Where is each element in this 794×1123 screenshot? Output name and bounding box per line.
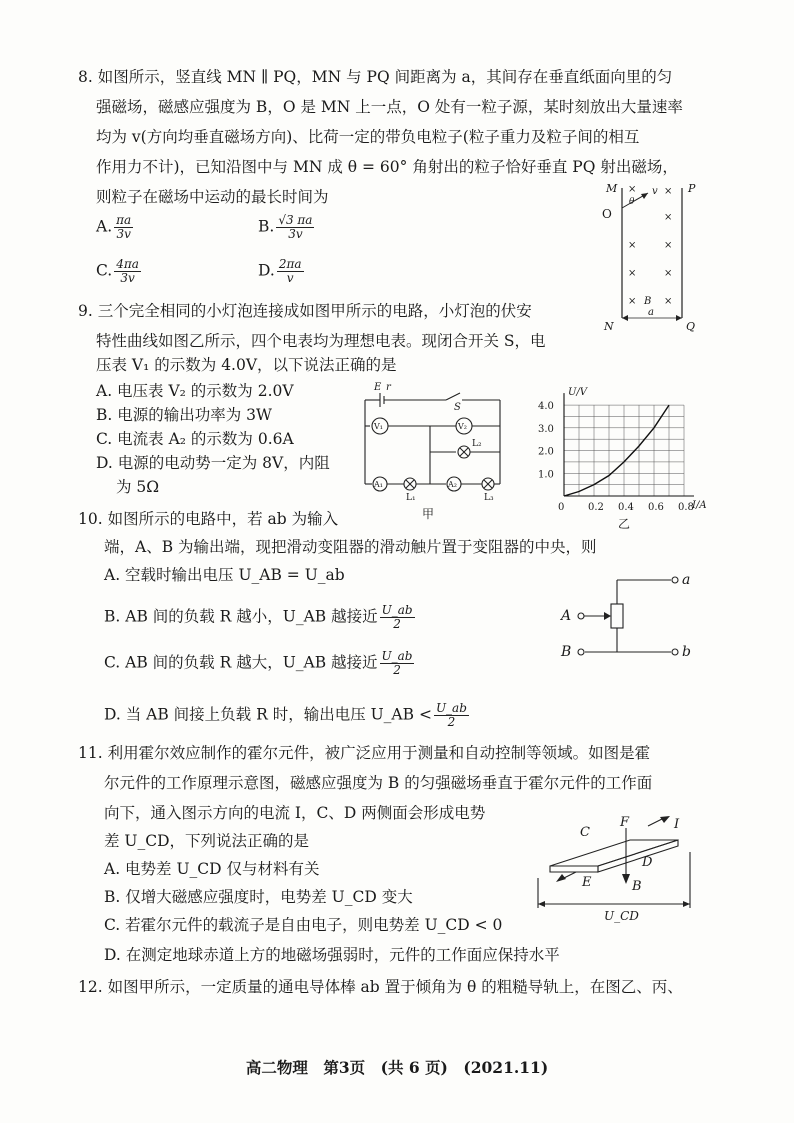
chart-y-tick: 4.0 — [538, 401, 554, 413]
q11-line-4: 差 U_CD，下列说法正确的是 — [104, 832, 310, 850]
q9-line-2: 特性曲线如图乙所示，四个电表均为理想电表。现闭合开关 S，电 — [96, 332, 546, 350]
chart-y-tick: 2.0 — [538, 446, 554, 458]
q8-line-1: 8. 如图所示，竖直线 MN ∥ PQ，MN 与 PQ 间距离为 a，其间存在垂直纸面向里的匀 — [78, 68, 673, 86]
svg-text:×: × — [628, 240, 637, 251]
q8-option-c: C. $\frac{4\pi a}{3v}$ — [96, 257, 139, 285]
svg-text:C: C — [580, 825, 590, 840]
svg-text:×: × — [664, 186, 673, 197]
chart-x-tick: 0.6 — [648, 502, 664, 513]
svg-text:×: × — [628, 296, 637, 307]
q11-line-1: 11. 利用霍尔效应制作的霍尔元件，被广泛应用于测量和自动控制等领域。如图是霍 — [78, 744, 651, 762]
svg-text:θ: θ — [629, 197, 635, 207]
svg-text:甲: 甲 — [422, 507, 435, 521]
svg-text:B: B — [644, 296, 652, 307]
chart-x-tick: 0.8 — [678, 502, 694, 513]
q9-option-d-line-1: D. 电源的电动势一定为 8V，内阻 — [96, 454, 330, 472]
svg-text:a: a — [682, 572, 691, 588]
q8-option-b: B. $\frac{√3 \pi a}{3v}$ — [258, 213, 313, 241]
svg-text:V₂: V₂ — [458, 422, 467, 431]
q11-option-c: C. 若霍尔元件的载流子是自由电子，则电势差 U_CD < 0 — [104, 916, 503, 934]
svg-text:r: r — [386, 382, 391, 393]
q11-option-b: B. 仅增大磁感应强度时，电势差 U_CD 变大 — [104, 888, 413, 906]
q9-option-a: A. 电压表 V₂ 的示数为 2.0V — [96, 382, 294, 400]
svg-text:O: O — [602, 207, 612, 221]
svg-text:×: × — [664, 240, 673, 251]
q8-line-3: 均为 v(方向均垂直磁场方向)、比荷一定的带负电粒子(粒子重力及粒子间的相互 — [96, 128, 640, 146]
q8-line-2: 强磁场，磁感应强度为 B，O 是 MN 上一点，O 处有一粒子源，某时刻放出大量速率 — [96, 98, 683, 116]
q9-circuit-diagram — [360, 380, 510, 520]
q12-line-1: 12. 如图甲所示，一定质量的通电导体棒 ab 置于倾角为 θ 的粗糙导轨上，在图乙、丙、 — [78, 978, 683, 996]
q10-line-1: 10. 如图所示的电路中，若 ab 为输入 — [78, 510, 339, 528]
svg-text:N: N — [604, 320, 614, 333]
chart-grid — [564, 405, 684, 496]
chart-y-label: U/V — [568, 387, 588, 399]
q8-option-d: D. $\frac{2\pi a}{v}$ — [258, 257, 302, 285]
q9-line-1: 9. 三个完全相同的小灯泡连接成如图甲所示的电路，小灯泡的伏安 — [78, 302, 532, 320]
chart-y-tick: 3.0 — [538, 423, 554, 435]
svg-text:b: b — [682, 644, 691, 660]
svg-text:Q: Q — [686, 320, 696, 333]
q11-option-d: D. 在测定地球赤道上方的地磁场强弱时，元件的工作面应保持水平 — [104, 946, 560, 964]
chart-x-tick: 0 — [558, 502, 565, 513]
svg-text:B: B — [561, 644, 572, 660]
q10-line-2: 端，A、B 为输出端，现把滑动变阻器的滑动触片置于变阻器的中央，则 — [104, 538, 597, 556]
svg-text:×: × — [664, 212, 673, 223]
q11-line-2: 尔元件的工作原理示意图，磁感应强度为 B 的匀强磁场垂直于霍尔元件的工作面 — [104, 774, 653, 792]
q10-divider-circuit-figure — [555, 568, 695, 668]
svg-text:E: E — [582, 875, 592, 890]
q9-option-d-line-2: 为 5Ω — [116, 478, 160, 496]
q9-option-c: C. 电流表 A₂ 的示数为 0.6A — [96, 430, 294, 448]
svg-text:×: × — [628, 268, 637, 279]
svg-text:D: D — [642, 855, 653, 870]
svg-text:P: P — [688, 182, 696, 195]
q11-option-a: A. 电势差 U_CD 仅与材料有关 — [104, 860, 320, 878]
svg-text:F: F — [620, 815, 630, 830]
q10-option-a: A. 空载时输出电压 U_AB = U_ab — [104, 566, 345, 584]
chart-x-tick: 0.2 — [588, 502, 604, 513]
q10-option-b: B. AB 间的负载 R 越小，U_AB 越接近 $\frac{U\_ab}{2}$ — [104, 603, 413, 631]
svg-text:v: v — [652, 186, 658, 197]
chart-y-tick: 1.0 — [538, 469, 554, 481]
svg-text:I: I — [674, 817, 680, 832]
chart-x-label: I/A — [692, 500, 707, 511]
q8-line-5: 则粒子在磁场中运动的最长时间为 — [96, 188, 329, 206]
svg-text:S: S — [454, 402, 461, 413]
svg-text:×: × — [628, 184, 637, 195]
svg-text:A₂: A₂ — [448, 480, 457, 489]
chart-x-tick: 0.4 — [618, 502, 634, 513]
svg-text:L₃: L₃ — [484, 493, 494, 503]
q10-option-d: D. 当 AB 间接上负载 R 时，输出电压 U_AB < $\frac{U\_ab}{2}$ — [104, 701, 467, 729]
svg-text:M: M — [606, 182, 618, 195]
svg-text:A: A — [561, 608, 572, 624]
svg-text:a: a — [648, 307, 654, 318]
q11-line-3: 向下，通入图示方向的电流 I，C、D 两侧面会形成电势 — [104, 804, 486, 822]
q8-option-a: A. $\frac{\pi a}{3v}$ — [96, 213, 132, 241]
svg-text:L₁: L₁ — [406, 493, 416, 503]
svg-text:A₁: A₁ — [374, 480, 383, 489]
q9-option-b: B. 电源的输出功率为 3W — [96, 406, 272, 424]
svg-text:L₂: L₂ — [472, 439, 482, 449]
svg-text:V₁: V₁ — [374, 422, 383, 431]
q9-iv-characteristic-chart — [530, 378, 710, 531]
chart-caption: 乙 — [618, 517, 631, 531]
q8-line-4: 作用力不计)，已知沿图中与 MN 成 θ = 60° 角射出的粒子恰好垂直 PQ 射出磁场， — [96, 158, 678, 176]
q9-line-3: 压表 V₁ 的示数为 4.0V，以下说法正确的是 — [96, 356, 397, 374]
svg-text:×: × — [664, 296, 673, 307]
q11-hall-element-figure — [530, 812, 700, 922]
svg-text:×: × — [664, 268, 673, 279]
q8-magnetic-field-figure — [600, 178, 710, 333]
q10-option-c: C. AB 间的负载 R 越大，U_AB 越接近 $\frac{U\_ab}{2}$ — [104, 649, 413, 677]
page-footer: 高二物理 第3页 (共 6 页) (2021.11) — [245, 1058, 549, 1077]
svg-text:B: B — [632, 879, 642, 894]
svg-text:U_CD: U_CD — [604, 909, 639, 923]
svg-text:E: E — [374, 382, 382, 393]
